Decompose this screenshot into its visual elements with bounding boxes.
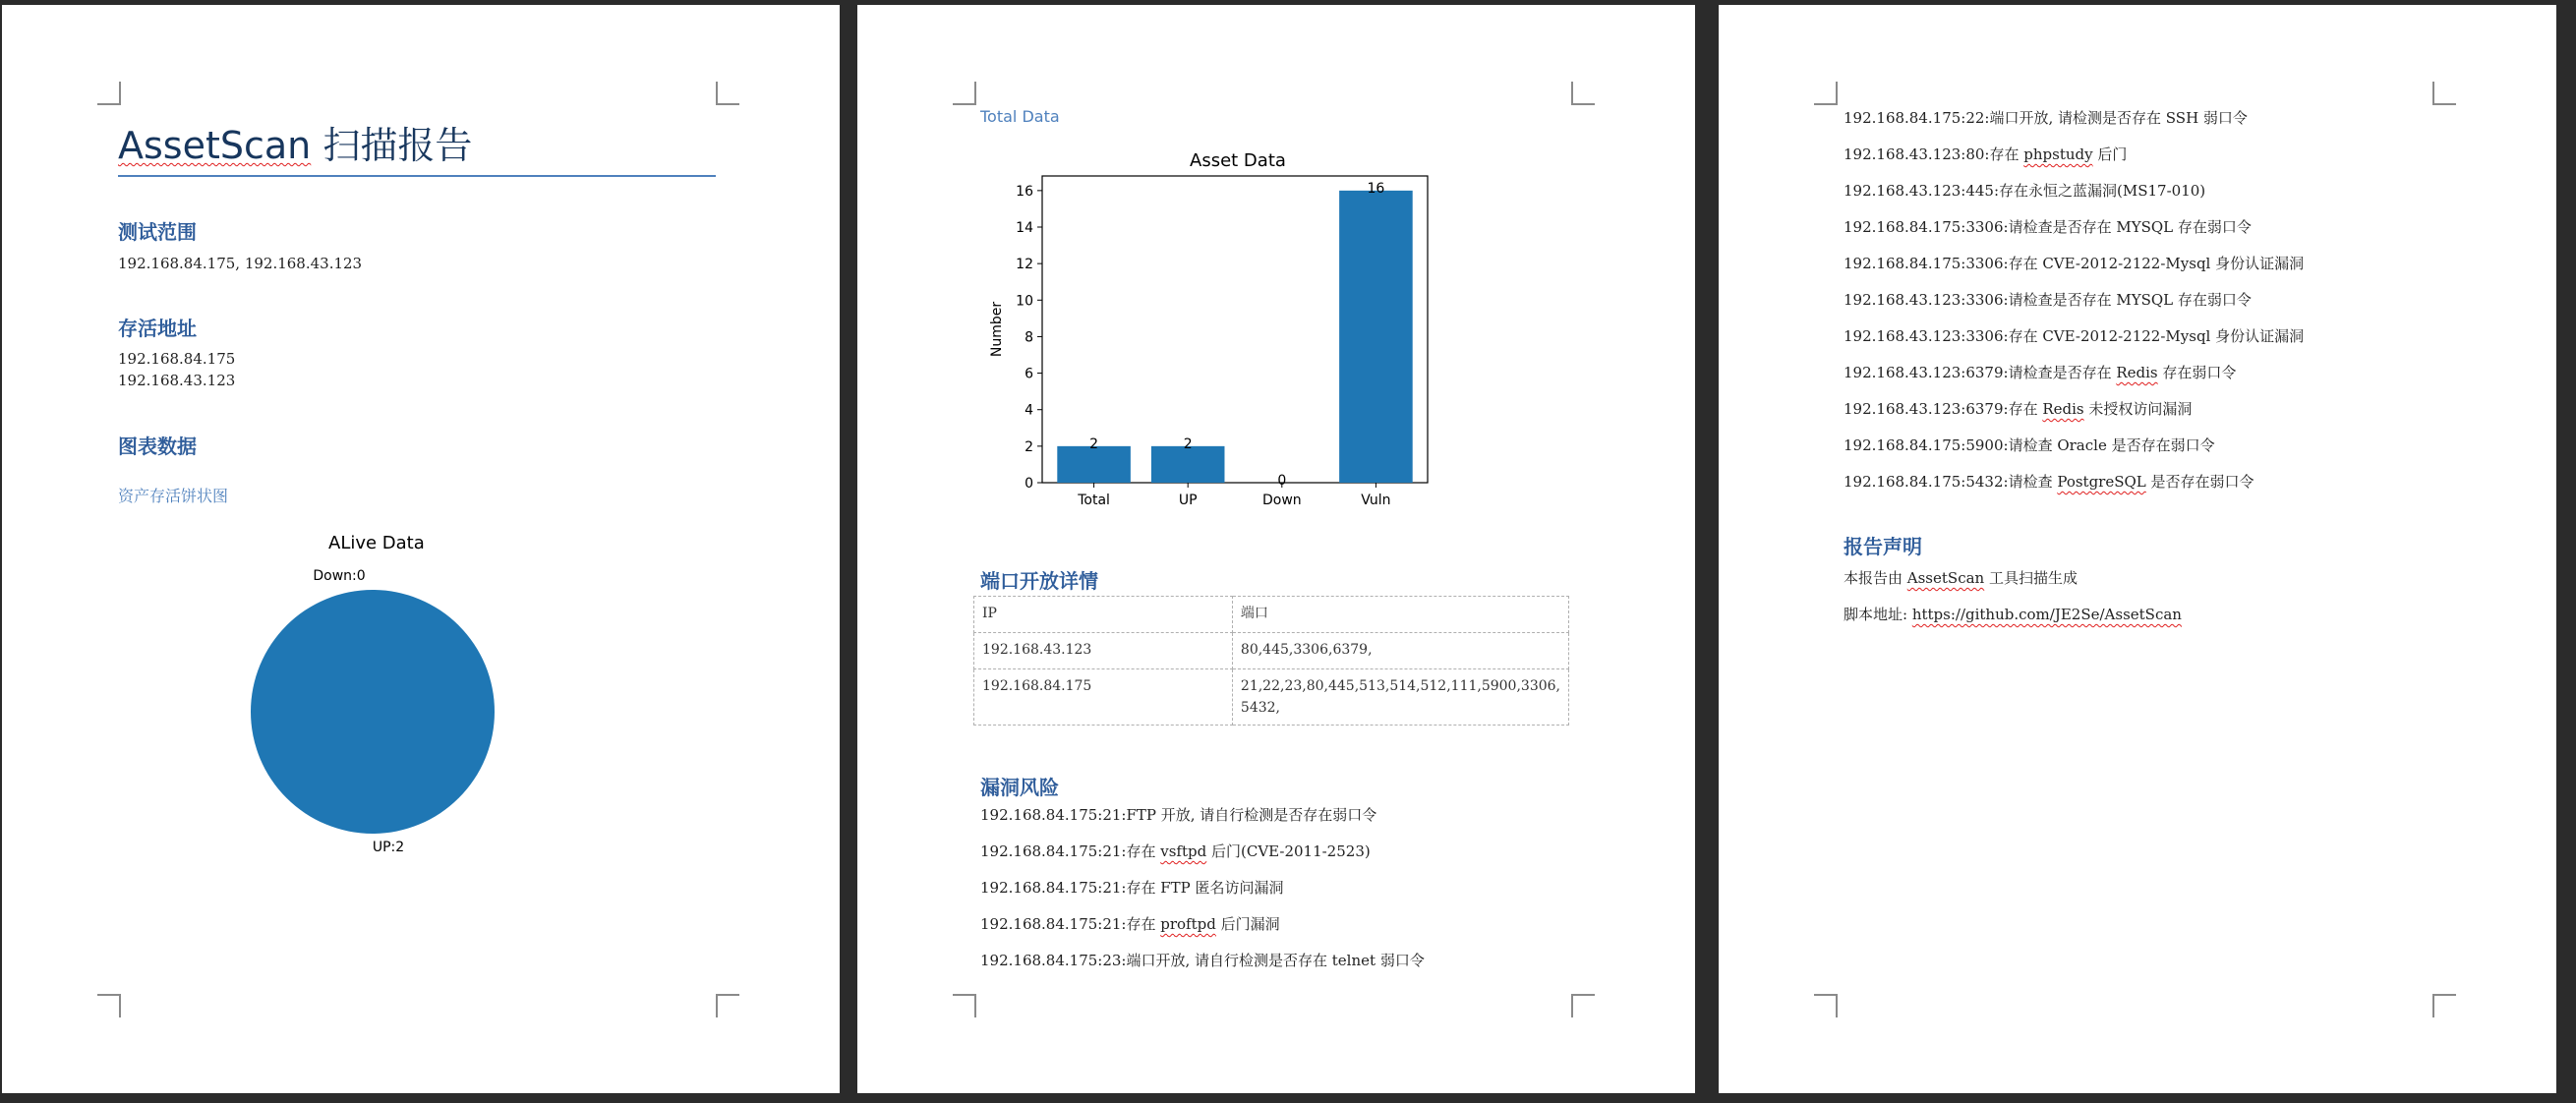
ports-line: 21,22,23,80,445,513,514,512,111,5900,3306, bbox=[1240, 678, 1560, 694]
bar-value-label: 2 bbox=[1089, 435, 1099, 452]
x-tick-label: Total bbox=[1078, 493, 1110, 508]
script-url-link[interactable]: https://github.com/JE2Se/AssetScan bbox=[1911, 606, 2182, 623]
vuln-text: 未授权访问漏洞 bbox=[2083, 400, 2193, 418]
table-cell-ip: 192.168.84.175 bbox=[974, 669, 1233, 726]
alive-heading: 存活地址 bbox=[118, 317, 197, 340]
report-title bbox=[118, 115, 472, 169]
vuln-text: 存在弱口令 bbox=[2157, 364, 2237, 381]
crop-mark bbox=[716, 82, 739, 105]
scope-heading: 测试范围 bbox=[118, 220, 197, 244]
vuln-item bbox=[1844, 180, 2205, 201]
pie-slice-up bbox=[251, 590, 495, 834]
vuln-heading: 漏洞风险 bbox=[980, 776, 1059, 799]
y-tick-label: 0 bbox=[1025, 476, 1033, 492]
vuln-product-name: vsftpd bbox=[1160, 842, 1207, 860]
vuln-text: 后门 bbox=[2092, 145, 2128, 163]
table-cell-ports bbox=[1232, 669, 1568, 726]
vuln-text: 192.168.43.123:445:存在永恒之蓝漏洞(MS17-010) bbox=[1844, 182, 2206, 200]
table-header-cell: 端口 bbox=[1232, 597, 1568, 633]
vuln-item bbox=[1844, 216, 2252, 237]
statement-tool-name: AssetScan bbox=[1906, 569, 1985, 587]
report-page-2 bbox=[857, 5, 1695, 1093]
total-data-heading: Total Data bbox=[980, 107, 1060, 126]
ports-heading: 端口开放详情 bbox=[980, 569, 1098, 593]
vuln-product-name: PostgreSQL bbox=[2057, 473, 2146, 491]
alive-ip: 192.168.43.123 bbox=[118, 372, 236, 389]
vuln-item bbox=[1844, 362, 2236, 382]
y-tick-label: 12 bbox=[1016, 257, 1033, 273]
ports-line: 5432, bbox=[1240, 700, 1281, 716]
crop-mark bbox=[97, 994, 121, 1017]
ports-table bbox=[973, 596, 1569, 726]
crop-mark bbox=[1571, 994, 1595, 1017]
vuln-text: 192.168.43.123:3306:请检查是否存在 MYSQL 存在弱口令 bbox=[1844, 291, 2252, 309]
table-header-row bbox=[974, 597, 1569, 633]
crop-mark bbox=[953, 994, 976, 1017]
statement-text bbox=[1844, 567, 2078, 588]
scope-text: 192.168.84.175, 192.168.43.123 bbox=[118, 255, 363, 272]
vuln-text: 192.168.84.175:21:存在 FTP 匿名访问漏洞 bbox=[980, 879, 1284, 897]
statement-text-post: 工具扫描生成 bbox=[1984, 569, 2078, 587]
x-tick-label: UP bbox=[1178, 493, 1198, 508]
crop-mark bbox=[2432, 994, 2456, 1017]
vuln-text: 192.168.43.123:6379:请检查是否存在 bbox=[1844, 364, 2117, 381]
x-tick-label: Down bbox=[1261, 493, 1302, 508]
report-page-3 bbox=[1719, 5, 2556, 1093]
vuln-item bbox=[980, 913, 1280, 934]
vuln-product-name: phpstudy bbox=[2023, 145, 2093, 163]
report-page-1 bbox=[2, 5, 840, 1093]
crop-mark bbox=[2432, 82, 2456, 105]
y-tick-label: 10 bbox=[1016, 293, 1033, 310]
table-row bbox=[974, 669, 1569, 726]
y-tick-label: 4 bbox=[1025, 402, 1033, 419]
chart-heading: 图表数据 bbox=[118, 435, 197, 458]
vuln-item bbox=[1844, 471, 2254, 492]
report-title-product: AssetScan bbox=[118, 124, 312, 167]
vuln-item bbox=[1844, 253, 2304, 273]
vuln-text: 192.168.84.175:21:存在 bbox=[980, 842, 1161, 860]
vuln-item bbox=[1844, 435, 2215, 455]
pie-chart bbox=[2, 560, 840, 914]
table-cell-ip: 192.168.43.123 bbox=[974, 633, 1233, 669]
y-tick-label: 6 bbox=[1025, 366, 1033, 382]
vuln-product-name: proftpd bbox=[1160, 915, 1216, 933]
table-cell-ports: 80,445,3306,6379, bbox=[1232, 633, 1568, 669]
statement-text-pre: 本报告由 bbox=[1844, 569, 1907, 587]
vuln-product-name: Redis bbox=[2116, 364, 2158, 381]
pie-chart-title: ALive Data bbox=[328, 533, 425, 553]
pie-label: UP:2 bbox=[372, 840, 405, 855]
vuln-item bbox=[980, 950, 1425, 970]
vuln-text: 192.168.84.175:5900:请检查 Oracle 是否存在弱口令 bbox=[1844, 436, 2215, 454]
crop-mark bbox=[1814, 82, 1838, 105]
alive-ip: 192.168.84.175 bbox=[118, 350, 236, 368]
bar-vuln bbox=[1339, 191, 1413, 483]
vuln-text: 192.168.84.175:23:端口开放, 请自行检测是否存在 telnet 弱口令 bbox=[980, 952, 1425, 969]
vuln-text: 192.168.84.175:21:存在 bbox=[980, 915, 1161, 933]
vuln-item bbox=[980, 841, 1371, 861]
vuln-text: 192.168.43.123:80:存在 bbox=[1844, 145, 2024, 163]
y-axis-label: Number bbox=[989, 301, 1005, 358]
vuln-text: 192.168.84.175:3306:存在 CVE-2012-2122-Mysql 身份认证漏洞 bbox=[1844, 255, 2305, 272]
y-tick-label: 2 bbox=[1025, 438, 1033, 455]
script-address bbox=[1844, 604, 2182, 624]
bar-chart bbox=[857, 162, 1695, 516]
y-tick-label: 16 bbox=[1016, 183, 1033, 200]
table-row bbox=[974, 633, 1569, 669]
crop-mark bbox=[1571, 82, 1595, 105]
vuln-item bbox=[1844, 144, 2127, 164]
report-title-suffix: 扫描报告 bbox=[311, 124, 473, 167]
vuln-text: 后门(CVE-2011-2523) bbox=[1206, 842, 1371, 860]
vuln-item bbox=[1844, 107, 2248, 128]
bar-value-label: 16 bbox=[1367, 180, 1385, 197]
vuln-text: 192.168.43.123:3306:存在 CVE-2012-2122-Mysql 身份认证漏洞 bbox=[1844, 327, 2305, 345]
script-address-label: 脚本地址: bbox=[1844, 606, 1912, 623]
pie-label: Down:0 bbox=[313, 568, 366, 584]
y-tick-label: 14 bbox=[1016, 220, 1033, 236]
vuln-item bbox=[1844, 325, 2304, 346]
crop-mark bbox=[716, 994, 739, 1017]
statement-heading: 报告声明 bbox=[1844, 535, 1922, 558]
vuln-product-name: Redis bbox=[2042, 400, 2084, 418]
crop-mark bbox=[97, 82, 121, 105]
vuln-item bbox=[980, 877, 1284, 898]
vuln-text: 192.168.84.175:21:FTP 开放, 请自行检测是否存在弱口令 bbox=[980, 806, 1377, 824]
vuln-item bbox=[1844, 398, 2192, 419]
vuln-text: 192.168.84.175:5432:请检查 bbox=[1844, 473, 2058, 491]
y-tick-label: 8 bbox=[1025, 329, 1033, 346]
vuln-text: 192.168.43.123:6379:存在 bbox=[1844, 400, 2043, 418]
vuln-text: 192.168.84.175:22:端口开放, 请检测是否存在 SSH 弱口令 bbox=[1844, 109, 2248, 127]
vuln-text: 后门漏洞 bbox=[1215, 915, 1280, 933]
vuln-item bbox=[1844, 289, 2252, 310]
crop-mark bbox=[953, 82, 976, 105]
bar-value-label: 0 bbox=[1277, 473, 1287, 489]
vuln-text: 是否存在弱口令 bbox=[2145, 473, 2254, 491]
bar-chart-title: Asset Data bbox=[1190, 150, 1286, 171]
pie-heading: 资产存活饼状图 bbox=[118, 487, 229, 505]
table-header-cell: IP bbox=[974, 597, 1233, 633]
crop-mark bbox=[1814, 994, 1838, 1017]
vuln-text: 192.168.84.175:3306:请检查是否存在 MYSQL 存在弱口令 bbox=[1844, 218, 2252, 236]
bar-value-label: 2 bbox=[1183, 435, 1193, 452]
title-underline bbox=[118, 175, 716, 177]
x-tick-label: Vuln bbox=[1361, 493, 1391, 508]
vuln-item bbox=[980, 804, 1376, 825]
